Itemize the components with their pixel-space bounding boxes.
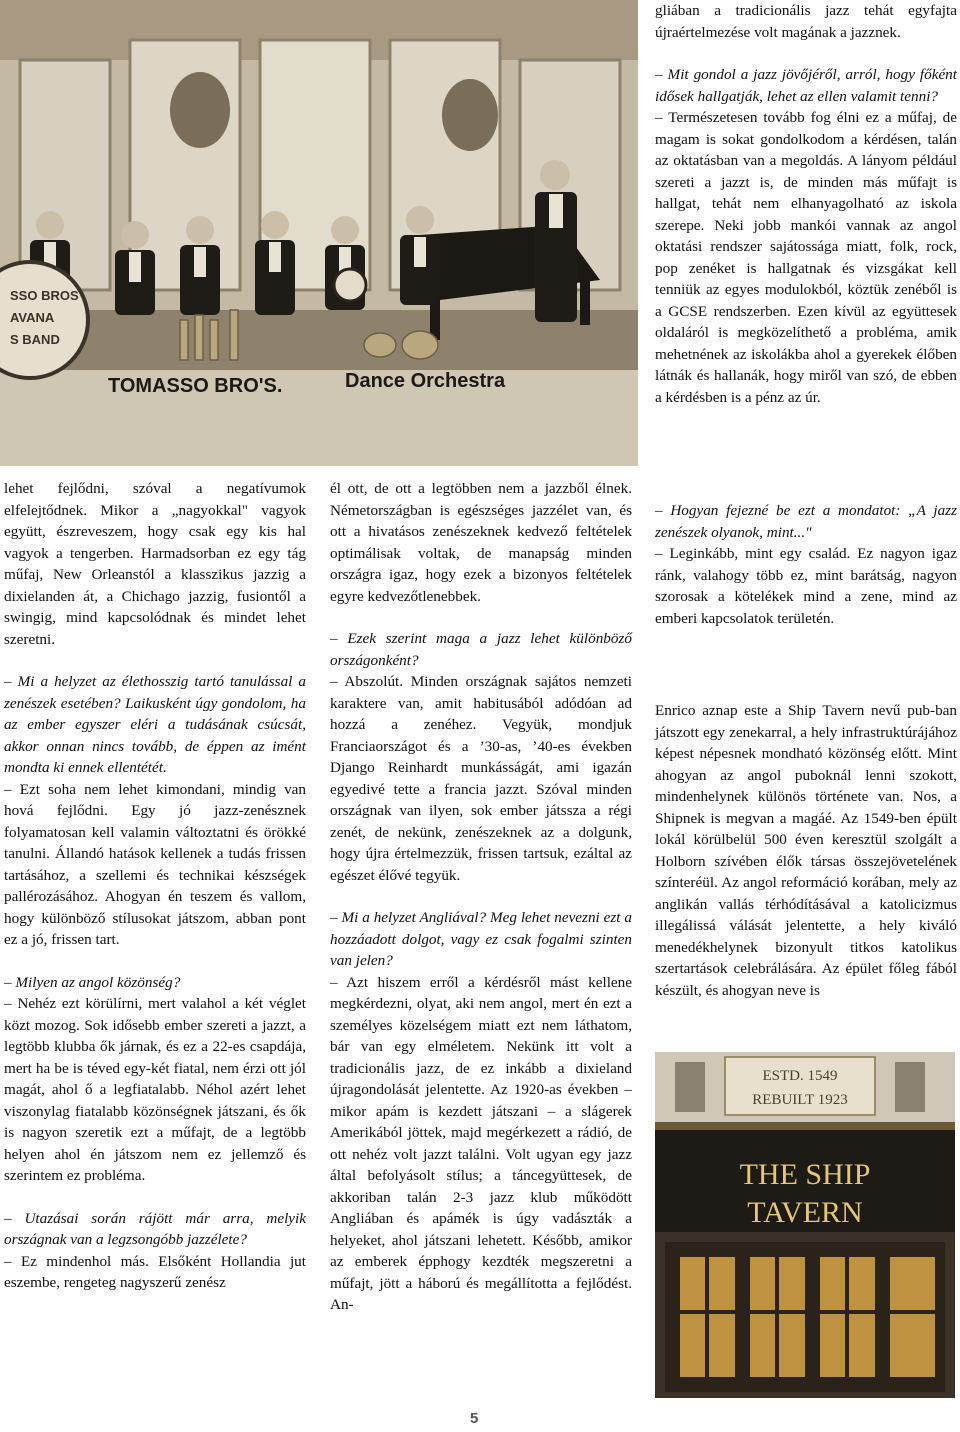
ship-tavern-photo (655, 1052, 955, 1398)
interview-question: – Milyen az angol közönség? (4, 973, 181, 991)
interview-question: – Ezek szerint maga a jazz lehet különböző országonként? (330, 630, 632, 669)
interview-question: – Mit gondol a jazz jövőjéről, arról, hogy főként idősek hallgatják, lehet az ellen valamit tenni? (655, 66, 957, 105)
body-paragraph: – Nehéz ezt körülírni, mert valahol a két véglet közt mozog. Sok idősebb ember szereti a jazzt, a legtöbb klubba ők járnak, és ez a 22-es csapdája, mert ha be is téved egy-két fiatal, nem érzi ott jól magát, ahol ő a legfiatalabb. Néhol azért lehet viszonylag fiatalabb közönségnek játszani, és ők is nagyon szeretik ezt a műfajt, de a legtöbb helyen ahol én játszom nem ez jellemző és szerintem ez probléma. (4, 995, 306, 1184)
paragraph-gap (4, 951, 306, 972)
column-3-bottom (655, 700, 957, 1001)
body-paragraph: gliában a tradicionális jazz tehát egyfajta újraértelmezése volt magának a jazznek. (655, 2, 957, 41)
column-2 (330, 478, 632, 1316)
paragraph-gap (330, 886, 632, 907)
tavern-estd: ESTD. 1549 (762, 1068, 838, 1084)
body-paragraph: – Ezt soha nem lehet kimondani, mindig van hová fejlődni. Egy jó jazz-zenésznek folyamatosan kell valamin változtatni és örökké tanulni. Állandó hatások kellenek a tudás frissen tartásához, a szellemi és technikai készségek pallérozásához. Ahogyan én teszem és vallom, hogy különböző stílusokat játszom, abban pont ez a jó, frissen tart. (4, 780, 306, 948)
photo-caption-left: TOMASSO BRO'S. (108, 375, 283, 397)
body-paragraph: – Abszolút. Minden országnak sajátos nemzeti karaktere van, amit habitusából adódóan ad hozzá a zenéhez. Vegyük, mondjuk Franciaországot és a ’30-as, ’40-es években Django Reinhardt munkásságát, ami igazán egyedivé tette a francia jazzt. Szóval minden országnak van ilyen, sok ember játssza a régi zenét, de nekünk, zenészeknek az a dolgunk, hogy újra értelmezzük, frissen tartsuk, ezáltal az egészet élővé tegyük. (330, 673, 632, 884)
tavern-rebuilt: REBUILT 1923 (752, 1092, 848, 1108)
interview-question: – Hogyan fejezné be ezt a mondatot: „A jazz zenészek olyanok, mint..." (655, 502, 957, 541)
body-paragraph: – Leginkább, mint egy család. Ez nagyon igaz ránk, valahogy több ez, mint barátság, nagyon szorosak a kötelékek mind a zene, mind az emberi kapcsolatok területén. (655, 545, 957, 627)
photo-caption-right: Dance Orchestra (345, 370, 506, 392)
paragraph-gap (655, 43, 957, 64)
column-3-top (655, 0, 957, 408)
drum-text-2: AVANA (10, 310, 55, 325)
paragraph-gap (4, 650, 306, 671)
interview-question: – Mi a helyzet az élethosszig tartó tanulással a zenészek esetében? Laikusként úgy gondolom, ha az ember egyszer eléri a tudásának csúcsát, akkor onnan nincs tovább, de éppen az imént mondta ki ennek ellentétét. (4, 673, 306, 776)
body-paragraph: él ott, de ott a legtöbben nem a jazzből élnek. Németországban is egészséges jazzélet van, és ott a hivatásos zenészeknek kedvező feltételek optimálisak voltak, de manapság minden országra igaz, hogy ezek a bizonyos feltételek egyre kedvezőtlenebbek. (330, 480, 632, 605)
page-number: 5 (470, 1410, 479, 1427)
body-paragraph: – Természetesen tovább fog élni ez a műfaj, de magam is sokat gondolkodom a kérdésen, talán az oktatásban van a megoldás. A lányom például szereti a jazzt is, de minden más műfajt is hallgat, tehát nem elhanyagolható az iskola szerepe. Neki jobb mankói vannak az angol oktatási rendszer sajátossága miatt, folk, rock, pop zenéket is hallgatnak és vizsgákat kell tenniük az egyes modulokból, köztük zenéből is a GCSE rendszerben. Ezen kívül az együttesek oldaláról is megközelíthető a probléma, amik mehetnének az iskolákba ahol a gyerekek élőben látnák és hallanák, hogy miről van szó, de ebben a kérdésben is a pénz az úr. (655, 109, 957, 406)
drum-text-1: SSO BROS (10, 288, 79, 303)
band-photo-drawing (0, 0, 638, 466)
column-3-middle (655, 500, 957, 629)
band-photo (0, 0, 638, 466)
tavern-sign-line2: TAVERN (747, 1196, 863, 1229)
paragraph-gap (330, 607, 632, 628)
ship-tavern-drawing (655, 1052, 955, 1398)
tavern-sign-line1: THE SHIP (739, 1158, 871, 1191)
drum-text-3: S BAND (10, 332, 60, 347)
body-paragraph: lehet fejlődni, szóval a negatívumok elfelejtődnek. Mikor a „nagyokkal" vagyok együtt, észreveszem, hogy csak egy kis hal vagyok a tengerben. Harmadsorban ez egy tág műfaj, New Orleanstól a klasszikus jazzig a dixielanden át, a Chichago jazzig, fusiontől a swingig, mind kapcsolódnak és mindet lehet szeretni. (4, 480, 306, 648)
body-paragraph: – Ez mindenhol más. Elsőként Hollandia jut eszembe, rengeteg nagyszerű zenész (4, 1252, 306, 1291)
column-1 (4, 478, 306, 1294)
interview-question: – Utazásai során rájött már arra, melyik országnak van a legzsongóbb jazzélete? (4, 1209, 306, 1248)
body-paragraph: Enrico aznap este a Ship Tavern nevű pub-ban játszott egy zenekarral, a hely infrastruktúrájához képest népesnek mondható közönség előtt. Mint ahogyan az angol puboknál lenni szokott, mindenhelynek különös története van. Nos, a Shipnek is megvan a magáé. Az 1549-ben épült lokál körülbelül 500 éven keresztül szolgált a Holborn szívében élők társas összejövetelének színteréül. Az angol reformáció korában, mely az anglikán vallás térhódításával a katolicizmus illegálissá válását jelentette, a hely kiváló menedékhelynek bizonyult titkos katolikus szertartások celebrálására. Az épület főleg fából készült, és ahogyan neve is (655, 702, 957, 999)
interview-question: – Mi a helyzet Angliával? Meg lehet nevezni ezt a hozzáadott dolgot, vagy ez csak fogalmi szinten van jelen? (330, 909, 632, 969)
body-paragraph: – Azt hiszem erről a kérdésről mást kellene megkérdezni, olyat, aki nem angol, mert én ezt a személyes közelségem miatt ezt nem láthatom, bár van egy elméletem. Nekünk itt volt a tradicionális jazz, de ez inkább a dixieland újragondolását jelentette. Az 1920-as években – mikor apám is kezdett játszani – a slágerek Amerikából jöttek, majd megérkezett a rádió, de ott nehéz volt jazzt találni. Volt ugyan egy jazz által befolyásolt stílus; a táncegyüttesek, de akkoriban talán 2-3 jazz klub működött Angliában és apámék is úgy vadászták a helyeket, ahol játszani lehetett. Később, amikor az emberek épphogy kezdték megszeretni a műfajt, jött a háború és megállította a fejlődést. An- (330, 973, 632, 1313)
paragraph-gap (4, 1187, 306, 1208)
